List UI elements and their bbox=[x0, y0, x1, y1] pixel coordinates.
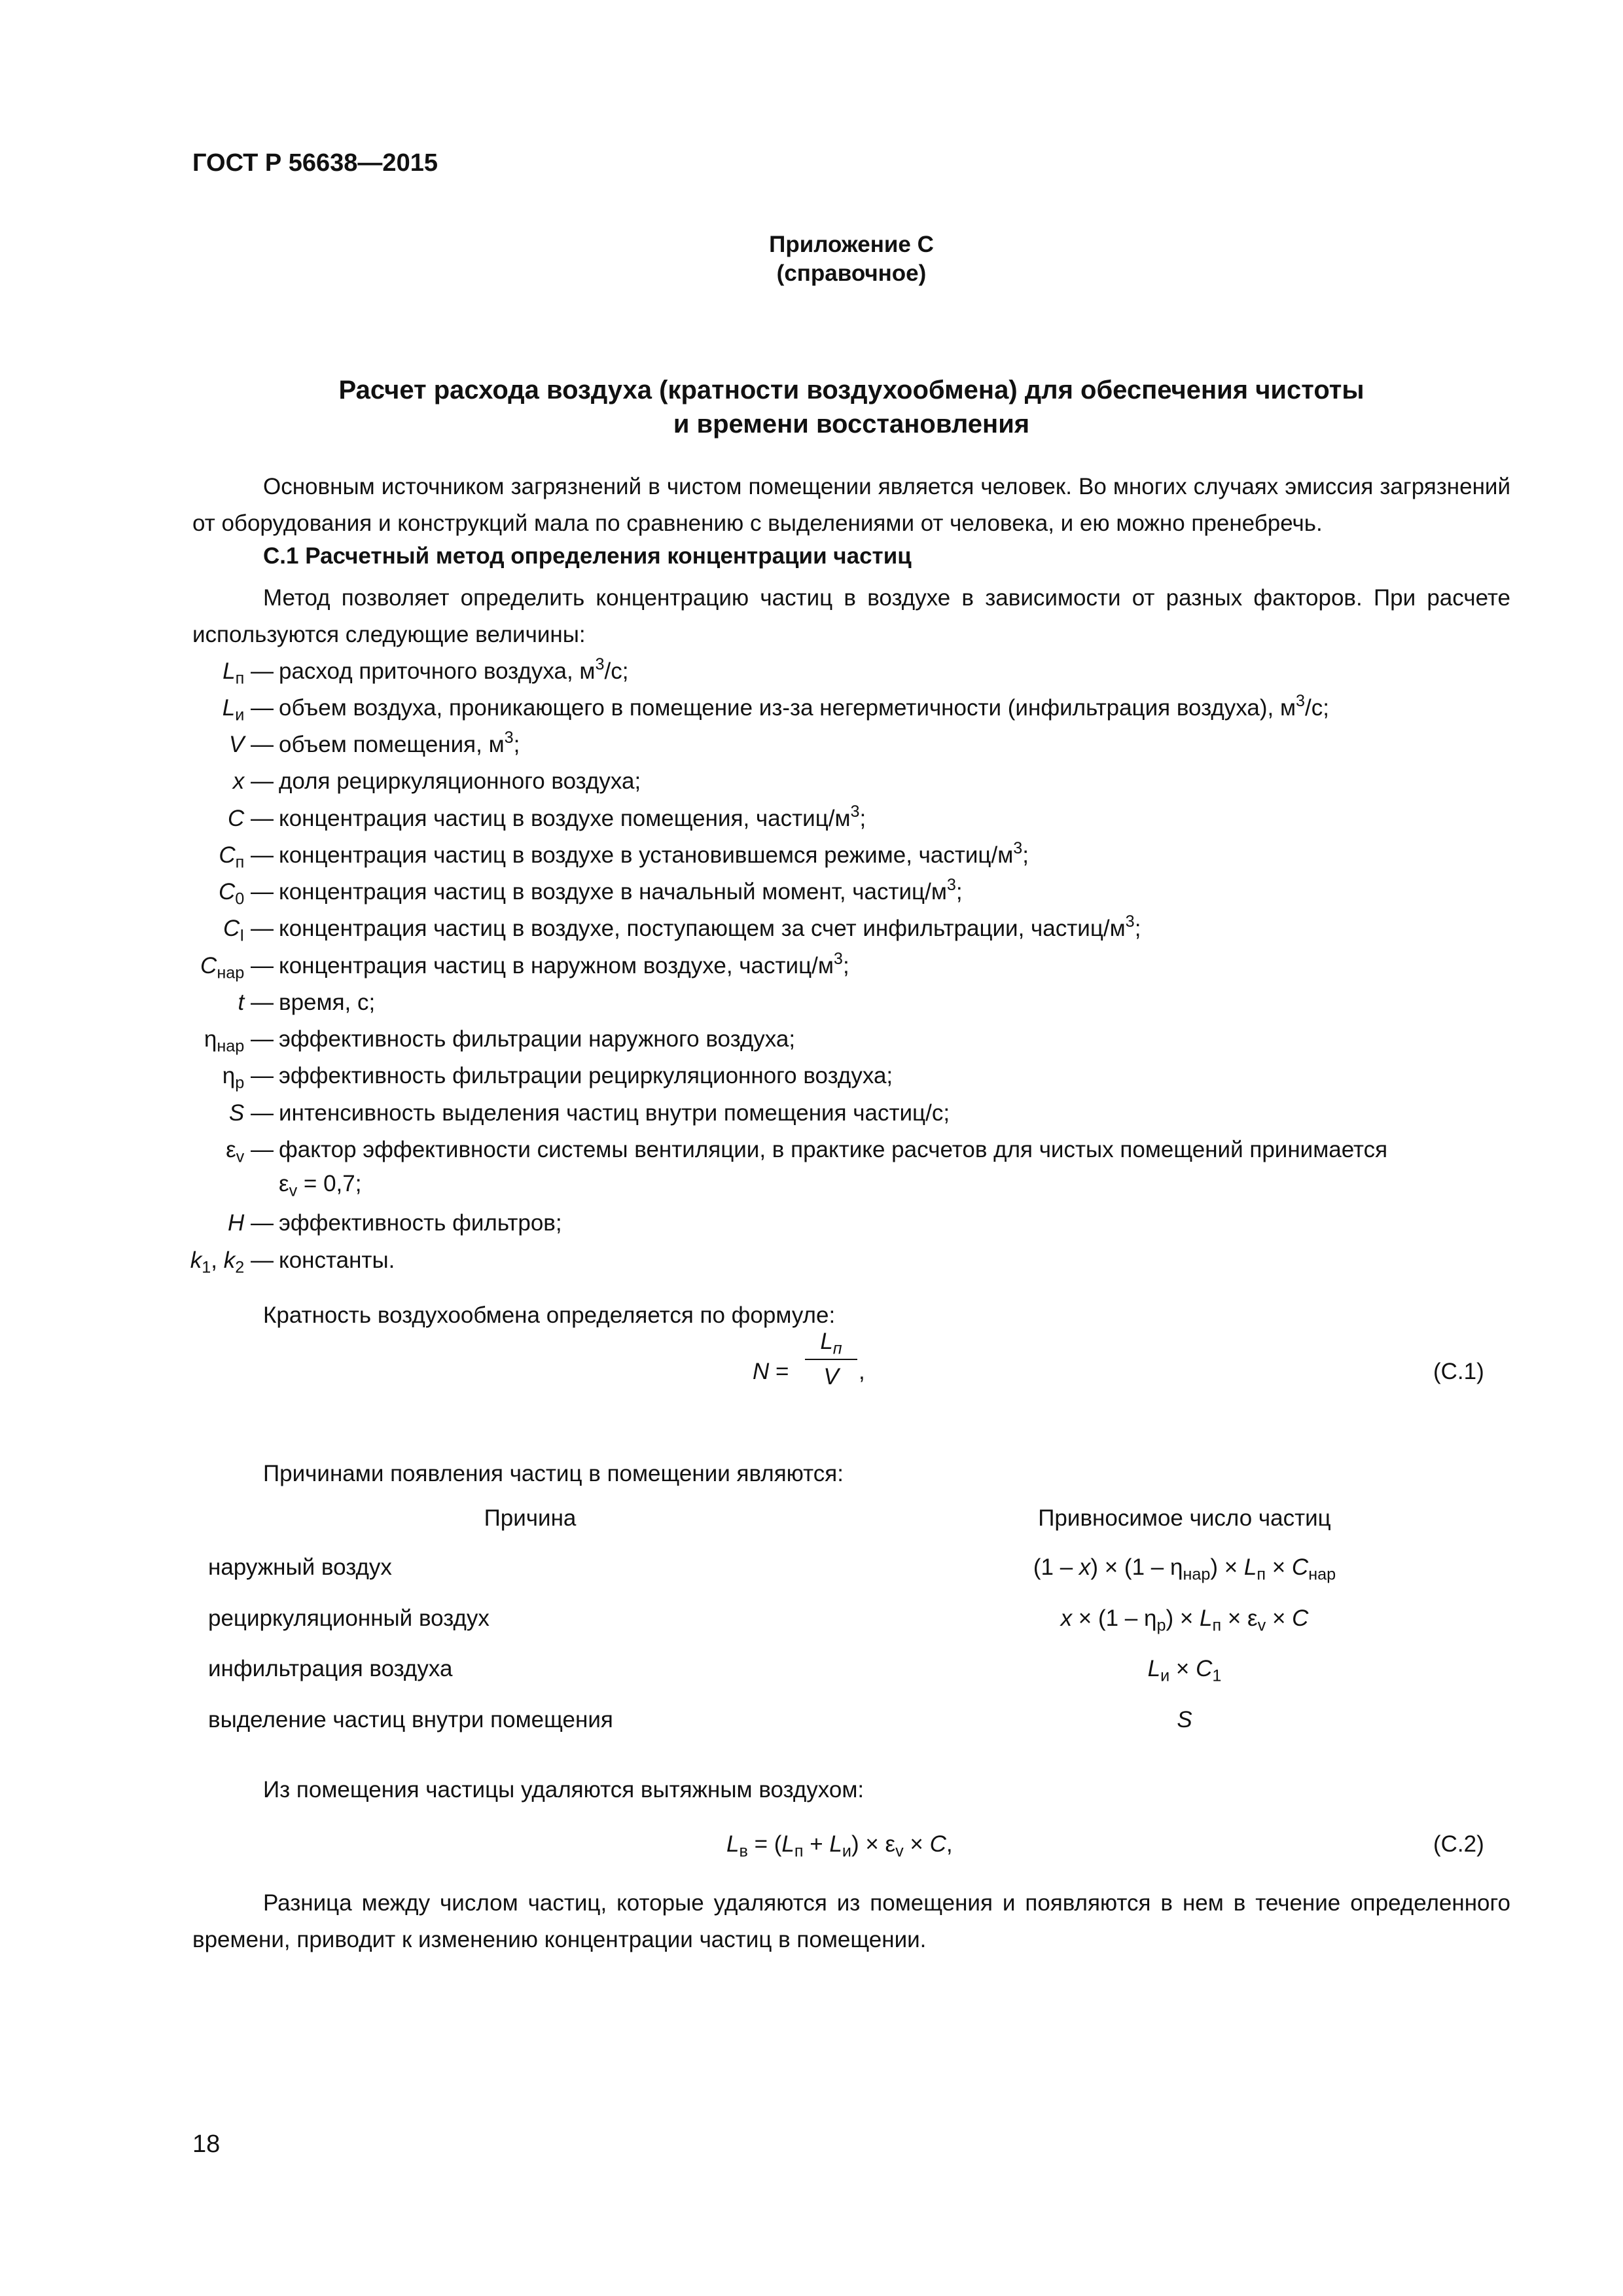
definition-symbol: H — bbox=[227, 1210, 274, 1236]
definition-symbol: $\eta_{нар}$ — bbox=[204, 1026, 274, 1056]
removal-intro: Из помещения частицы удаляются вытяжным воздухом: bbox=[263, 1777, 865, 1803]
definition-symbol: $L_п$ — bbox=[223, 658, 274, 688]
definition-text: фактор эффективности системы вентиляции, в практике расчетов для чистых помещений принимается $\varepsilon_v = 0,7$; bbox=[279, 1137, 1388, 1200]
table-row-expr: S bbox=[1177, 1707, 1192, 1732]
formula-c1-fraction bbox=[805, 1329, 857, 1390]
definition-text: интенсивность выделения частиц внутри помещения частиц/с; bbox=[279, 1100, 950, 1126]
intro-paragraph: Основным источником загрязнений в чистом помещении является человек. Во многих случаях эмиссия загрязнений от оборудования и конструкций мала по сравнению с выделениями от человека, и ею можно пренебречь. bbox=[192, 474, 1510, 536]
definition-symbol: S — bbox=[228, 1100, 274, 1126]
fraction-numerator: $L_п$ bbox=[805, 1329, 857, 1360]
definition-symbol: V — bbox=[228, 732, 274, 757]
table-row-expr: $x \times (1 - \eta_р) \times L_п \times \varepsilon_v \times C$ bbox=[1060, 1605, 1309, 1635]
formula-c2-number: (С.2) bbox=[1433, 1831, 1484, 1857]
definition-text: концентрация частиц в наружном воздухе, частиц/$м^3$; bbox=[279, 950, 849, 978]
annex-title: Приложение С bbox=[769, 232, 934, 257]
page-title bbox=[192, 373, 1510, 441]
definition-text: объем воздуха, проникающего в помещение из-за негерметичности (инфильтрация воздуха), $м^3/с$; bbox=[279, 692, 1329, 721]
table-row-cause: наружный воздух bbox=[208, 1554, 392, 1580]
section-heading: С.1 Расчетный метод определения концентрации частиц bbox=[263, 543, 912, 569]
column-header-cause: Причина bbox=[484, 1505, 577, 1531]
definition-symbol: t — bbox=[238, 990, 274, 1015]
section-text: Метод позволяет определить концентрацию частиц в воздухе в зависимости от разных факторов. При расчете используются следующие величины: bbox=[192, 585, 1510, 647]
closing-paragraph: Разница между числом частиц, которые удаляются из помещения и появляются в нем в течение определенного времени, приводит к изменению концентрации частиц в помещении. bbox=[192, 1890, 1510, 1952]
table-row-cause: инфильтрация воздуха bbox=[208, 1656, 453, 1681]
annex-status: (справочное) bbox=[776, 260, 927, 286]
definition-text: время, с; bbox=[279, 990, 376, 1015]
definition-text: концентрация частиц в воздухе в установившемся режиме, частиц/$м^3$; bbox=[279, 839, 1029, 868]
definition-text: эффективность фильтрации наружного воздуха; bbox=[279, 1026, 796, 1052]
causes-intro: Причинами появления частиц в помещении являются: bbox=[263, 1461, 844, 1486]
definition-text: объем помещения, $м^3$; bbox=[279, 728, 520, 757]
table-row-cause: рециркуляционный воздух bbox=[208, 1605, 490, 1631]
definition-text: константы. bbox=[279, 1247, 395, 1273]
definition-symbol: x — bbox=[232, 768, 274, 794]
definition-text: доля рециркуляционного воздуха; bbox=[279, 768, 641, 794]
definition-symbol: $C_0$ — bbox=[218, 879, 274, 908]
definition-text: концентрация частиц в воздухе в начальный момент, частиц/$м^3$; bbox=[279, 876, 963, 905]
definition-symbol: $C_п$ — bbox=[219, 842, 274, 872]
document-code: ГОСТ Р 56638—2015 bbox=[192, 149, 438, 177]
definition-symbol: $k_1$, $k_2$ — bbox=[190, 1247, 274, 1277]
column-header-count: Привносимое число частиц bbox=[1038, 1505, 1331, 1531]
definition-symbol: $\eta_р$ — bbox=[222, 1063, 274, 1092]
definition-symbol: $C_I$ — bbox=[223, 916, 274, 945]
formula-c1-number: (С.1) bbox=[1433, 1359, 1484, 1384]
annex-heading bbox=[192, 230, 1510, 288]
title-line-2: и времени восстановления bbox=[673, 410, 1030, 439]
page-number: 18 bbox=[192, 2130, 221, 2158]
definition-symbol: C — bbox=[227, 806, 274, 831]
formula-intro: Кратность воздухообмена определяется по формуле: bbox=[263, 1302, 836, 1328]
table-row-expr: $(1 - x) \times (1 - \eta_{нар}) \times L_п \times C_{нар}$ bbox=[1033, 1554, 1336, 1584]
definition-symbol: $C_{нар}$ — bbox=[200, 953, 274, 982]
definition-text: эффективность фильтров; bbox=[279, 1210, 562, 1236]
definition-text: концентрация частиц в воздухе помещения, частиц/$м^3$; bbox=[279, 802, 866, 831]
formula-c2: $L_в = (L_п + L_и) \times \varepsilon_v \times C$, bbox=[726, 1831, 953, 1861]
table-row-expr: $L_и \times C_1$ bbox=[1147, 1656, 1222, 1685]
definition-symbol: $L_и$ — bbox=[222, 695, 274, 725]
definition-symbol: $\varepsilon_v$ — bbox=[226, 1137, 274, 1166]
table-row-cause: выделение частиц внутри помещения bbox=[208, 1707, 613, 1732]
title-line-1: Расчет расхода воздуха (кратности воздухообмена) для обеспечения чистоты bbox=[338, 376, 1364, 404]
definition-text: эффективность фильтрации рециркуляционного воздуха; bbox=[279, 1063, 893, 1088]
formula-c1-lhs: N = bbox=[753, 1359, 789, 1384]
formula-c1-comma: , bbox=[859, 1359, 865, 1384]
fraction-denominator: V bbox=[823, 1364, 839, 1390]
definition-text: концентрация частиц в воздухе, поступающем за счет инфильтрации, частиц/$м^3$; bbox=[279, 912, 1141, 941]
definition-text: расход приточного воздуха, $м^3/с$; bbox=[279, 655, 629, 684]
